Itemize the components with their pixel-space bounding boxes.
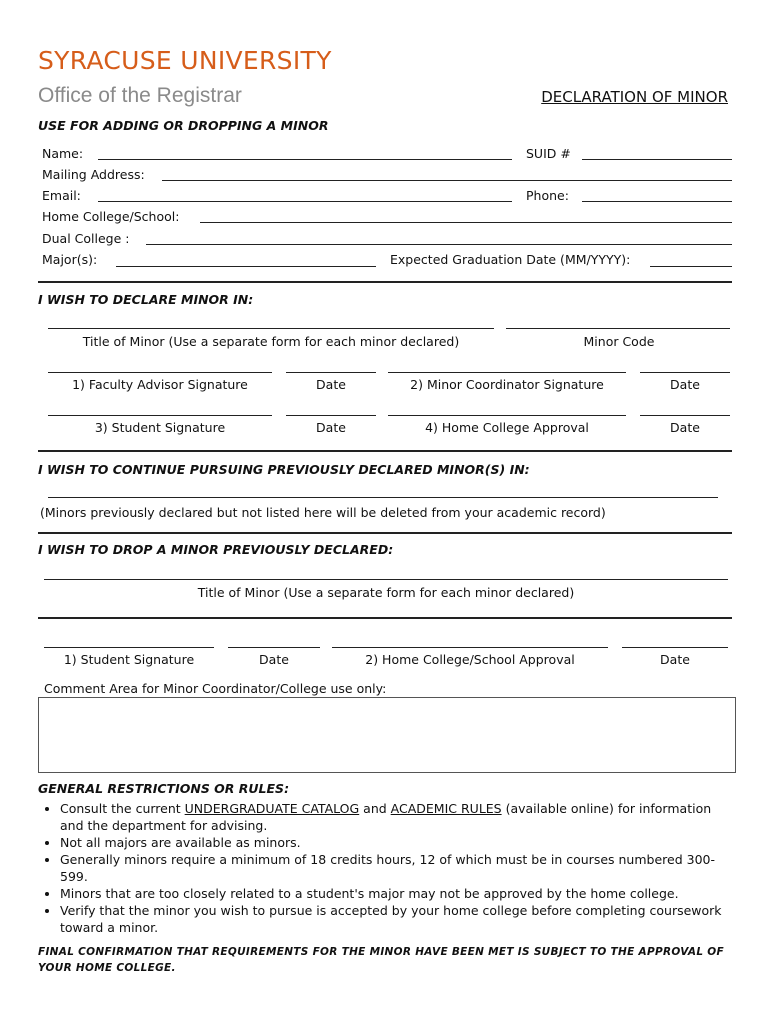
drop-home-college-approval-caption: 2) Home College/School Approval: [365, 652, 575, 667]
email-label: Email:: [42, 188, 81, 203]
office-name: Office of the Registrar: [38, 84, 242, 107]
majors-label: Major(s):: [42, 252, 98, 267]
date-line[interactable]: [228, 647, 320, 648]
drop-student-signature-caption: 1) Student Signature: [63, 652, 195, 667]
drop-minor-title-caption: Title of Minor (Use a separate form for each minor declared): [197, 585, 575, 600]
date-line[interactable]: [640, 415, 730, 416]
date-caption: Date: [259, 652, 289, 667]
date-caption: Date: [316, 377, 346, 392]
rule-item: • Not all majors are available as minors.: [60, 834, 734, 851]
university-name: SYRACUSE UNIVERSITY: [38, 46, 332, 75]
dual-college-line[interactable]: [146, 244, 732, 245]
date-caption: Date: [660, 652, 690, 667]
faculty-advisor-signature-line[interactable]: [48, 372, 272, 373]
continue-caption: (Minors previously declared but not listed here will be deleted from your academic record): [40, 505, 606, 520]
minor-code-caption: Minor Code: [583, 334, 655, 349]
student-signature-line[interactable]: [48, 415, 272, 416]
comment-area[interactable]: [38, 697, 736, 773]
suid-label: SUID #: [526, 146, 571, 161]
section-divider: [38, 281, 732, 283]
date-caption: Date: [670, 420, 700, 435]
date-caption: Date: [670, 377, 700, 392]
minor-title-line[interactable]: [48, 328, 494, 329]
drop-student-signature-line[interactable]: [44, 647, 214, 648]
rule-item: • Verify that the minor you wish to pursue is accepted by your home college before completing coursework toward a minor.: [60, 902, 734, 936]
rule-item: [60, 800, 734, 834]
rule-text: (available online) for information and the department for advising.: [60, 801, 712, 833]
drop-home-college-approval-line[interactable]: [332, 647, 608, 648]
minor-title-caption: Title of Minor (Use a separate form for each minor declared): [82, 334, 460, 349]
grad-date-label: Expected Graduation Date (MM/YYYY):: [390, 252, 631, 267]
rule-text: Consult the current: [60, 801, 185, 816]
faculty-advisor-signature-caption: 1) Faculty Advisor Signature: [72, 377, 248, 392]
form-subtitle: USE FOR ADDING OR DROPPING A MINOR: [38, 118, 329, 133]
final-confirmation-note: FINAL CONFIRMATION THAT REQUIREMENTS FOR THE MINOR HAVE BEEN MET IS SUBJECT TO THE APPROVAL OF YOUR HOME COLLEGE.: [38, 946, 724, 974]
form-title: DECLARATION OF MINOR: [541, 88, 728, 106]
rule-item: • Minors that are too closely related to a student's major may not be approved by the home college.: [60, 885, 734, 902]
mailing-address-label: Mailing Address:: [42, 167, 145, 182]
section-divider: [38, 450, 732, 452]
date-line[interactable]: [286, 415, 376, 416]
declare-heading: I WISH TO DECLARE MINOR IN:: [38, 292, 254, 307]
date-line[interactable]: [622, 647, 728, 648]
phone-line[interactable]: [582, 201, 732, 202]
grad-date-line[interactable]: [650, 266, 732, 267]
majors-line[interactable]: [116, 266, 376, 267]
home-college-line[interactable]: [200, 222, 732, 223]
academic-rules-link[interactable]: ACADEMIC RULES: [390, 801, 502, 816]
phone-label: Phone:: [526, 188, 569, 203]
minor-coordinator-signature-caption: 2) Minor Coordinator Signature: [410, 377, 604, 392]
drop-heading: I WISH TO DROP A MINOR PREVIOUSLY DECLARED:: [38, 542, 394, 557]
continue-minor-line[interactable]: [48, 497, 718, 498]
drop-minor-title-line[interactable]: [44, 579, 728, 580]
rule-item: • Generally minors require a minimum of 18 credits hours, 12 of which must be in courses numbered 300-599.: [60, 851, 734, 885]
section-divider: [38, 617, 732, 619]
date-line[interactable]: [640, 372, 730, 373]
rules-heading: GENERAL RESTRICTIONS OR RULES:: [38, 781, 290, 796]
undergraduate-catalog-link[interactable]: UNDERGRADUATE CATALOG: [184, 801, 360, 816]
continue-heading: I WISH TO CONTINUE PURSUING PREVIOUSLY DECLARED MINOR(S) IN:: [38, 462, 530, 477]
comment-label: Comment Area for Minor Coordinator/College use only:: [44, 681, 387, 696]
minor-coordinator-signature-line[interactable]: [388, 372, 626, 373]
mailing-address-line[interactable]: [162, 180, 732, 181]
date-line[interactable]: [286, 372, 376, 373]
dual-college-label: Dual College :: [42, 231, 130, 246]
section-divider: [38, 532, 732, 534]
name-line[interactable]: [98, 159, 512, 160]
name-label: Name:: [42, 146, 84, 161]
home-college-approval-caption: 4) Home College Approval: [425, 420, 589, 435]
date-caption: Date: [316, 420, 346, 435]
home-college-approval-line[interactable]: [388, 415, 626, 416]
email-line[interactable]: [98, 201, 512, 202]
suid-line[interactable]: [582, 159, 732, 160]
rules-list: [38, 800, 734, 936]
minor-code-line[interactable]: [506, 328, 730, 329]
rule-text: and: [359, 801, 391, 816]
home-college-label: Home College/School:: [42, 209, 180, 224]
student-signature-caption: 3) Student Signature: [94, 420, 226, 435]
